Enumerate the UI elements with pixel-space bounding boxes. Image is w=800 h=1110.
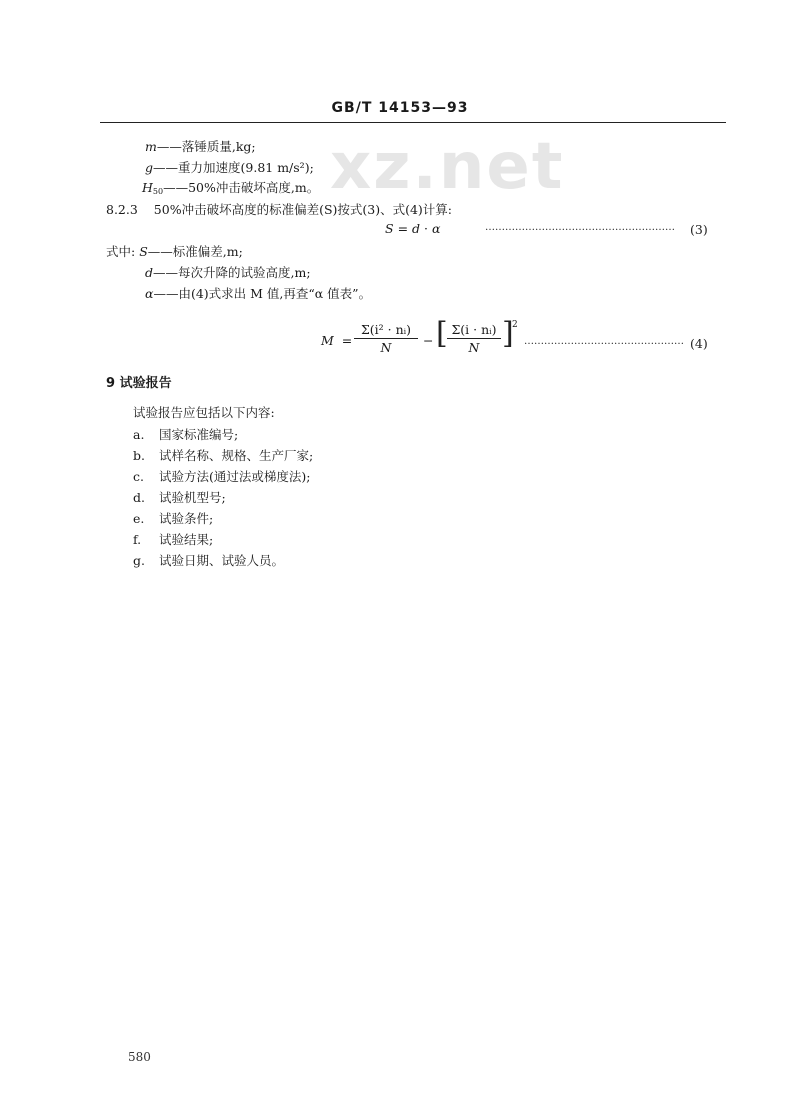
page-number: 580 [128, 1050, 151, 1064]
list-item [133, 446, 313, 464]
page-header-title: GB/T 14153—93 [331, 100, 469, 116]
def-symbol: m [145, 139, 157, 154]
def-text: ——标准偏差,m; [147, 244, 243, 259]
def-text: ——由(4)式求出 M 值,再查“α 值表”。 [153, 286, 372, 301]
equation-3 [385, 221, 440, 236]
list-item-label: g. [133, 553, 145, 568]
eq3-lhs: S [385, 221, 394, 236]
def-alpha [145, 284, 371, 302]
def-h50 [142, 178, 319, 196]
def-symbol: S [139, 244, 148, 259]
def-d [145, 263, 311, 281]
eq4-fraction-2 [447, 322, 501, 355]
eq3-equals: = [397, 221, 409, 236]
def-m [145, 137, 256, 155]
def-text: ——每次升降的试验高度,m; [153, 265, 311, 280]
list-item-text: 试验机型号; [159, 490, 226, 505]
eq3-leader-dots: ………………………………………………… [485, 222, 675, 233]
list-item-text: 试验条件; [159, 511, 214, 526]
list-item [133, 551, 284, 569]
list-item-label: c. [133, 469, 144, 484]
where-label: 式中: [106, 244, 136, 259]
eq3-number: (3) [690, 222, 708, 237]
def-subscript: 50 [152, 187, 164, 196]
list-item [133, 488, 226, 506]
list-item-label: a. [133, 427, 145, 442]
header-rule [100, 122, 726, 123]
eq4-fraction-1 [354, 322, 418, 355]
def-symbol: g [145, 160, 154, 175]
list-item-text: 国家标准编号; [159, 427, 239, 442]
list-item-label: d. [133, 490, 145, 505]
where-row [106, 242, 243, 260]
def-symbol: H [142, 180, 153, 195]
eq4-leader-dots: ………………………………………… [524, 336, 684, 347]
list-item [133, 425, 238, 443]
clause-text: 50%冲击破坏高度的标准偏差(S)按式(3)、式(4)计算: [153, 202, 453, 217]
section-9-intro: 试验报告应包括以下内容: [133, 405, 275, 420]
def-text: ——重力加速度(9.81 m/s²); [153, 160, 314, 175]
equation-4 [321, 333, 352, 348]
eq4-minus: − [423, 333, 434, 348]
eq3-dot: · [424, 221, 429, 236]
list-item-label: f. [133, 532, 142, 547]
eq3-d: d [412, 221, 421, 236]
watermark: xz.net [330, 130, 565, 204]
clause-number: 8.2.3 [106, 202, 138, 217]
list-item [133, 509, 213, 527]
frac2-numerator: Σ(i · nᵢ) [451, 322, 497, 337]
eq4-lhs: M [321, 333, 334, 348]
def-text: ——落锤质量,kg; [156, 139, 256, 154]
frac1-denominator: N [380, 340, 392, 355]
frac1-numerator: Σ(i² · nᵢ) [360, 322, 412, 337]
def-g [145, 158, 314, 176]
list-item [133, 530, 213, 548]
clause-8-2-3 [106, 200, 452, 218]
def-symbol: d [145, 265, 154, 280]
eq3-alpha: α [432, 221, 441, 236]
list-item-text: 试样名称、规格、生产厂家; [159, 448, 314, 463]
eq4-number: (4) [690, 336, 708, 351]
right-bracket: ] [502, 316, 514, 351]
list-item-text: 试验结果; [159, 532, 214, 547]
list-item-text: 试验日期、试验人员。 [159, 553, 285, 568]
list-item-label: e. [133, 511, 145, 526]
list-item-text: 试验方法(通过法或梯度法); [159, 469, 311, 484]
eq4-exponent: 2 [512, 320, 518, 330]
list-item [133, 467, 310, 485]
section-9-heading: 9 试验报告 [106, 376, 172, 391]
def-symbol: α [145, 286, 154, 301]
eq4-equals: = [341, 333, 353, 348]
frac2-denominator: N [468, 340, 480, 355]
left-bracket: [ [436, 316, 448, 351]
list-item-label: b. [133, 448, 145, 463]
def-text: ——50%冲击破坏高度,m。 [163, 180, 320, 195]
